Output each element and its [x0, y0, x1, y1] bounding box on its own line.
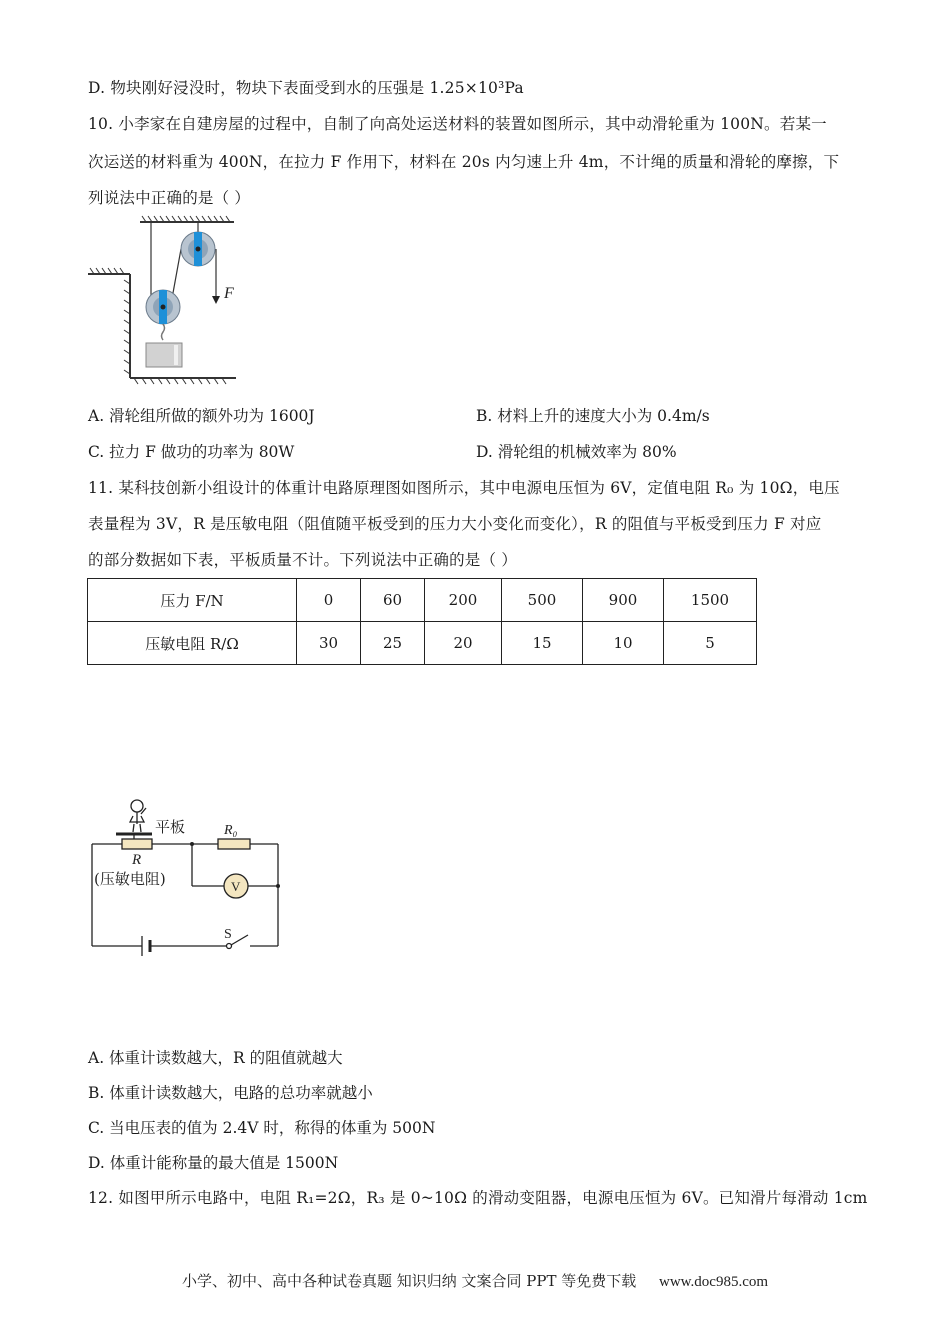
- r0-label: R₀: [224, 823, 238, 838]
- table-cell: 60: [361, 579, 425, 622]
- table-cell: 1500: [664, 579, 757, 622]
- table-cell: 5: [664, 622, 757, 665]
- q11-stem-line1: 11. 某科技创新小组设计的体重计电路原理图如图所示，其中电源电压恒为 6V，定值电阻 R₀ 为 10Ω，电压: [88, 479, 840, 497]
- q10-option-a: A. 滑轮组所做的额外功为 1600J: [88, 407, 315, 425]
- q11-option-b: B. 体重计读数越大，电路的总功率就越小: [88, 1084, 373, 1102]
- table-cell: 25: [361, 622, 425, 665]
- q12-stem-line1: 12. 如图甲所示电路中，电阻 R₁=2Ω，R₃ 是 0~10Ω 的滑动变阻器，电源电压恒为 6V。已知滑片每滑动 1cm: [88, 1189, 868, 1207]
- table-cell: 15: [502, 622, 583, 665]
- table-cell: 20: [425, 622, 502, 665]
- switch-label: S: [224, 927, 232, 942]
- q10-option-b: B. 材料上升的速度大小为 0.4m/s: [476, 407, 710, 425]
- plate-label: 平板: [155, 818, 186, 836]
- q11-option-a: A. 体重计读数越大，R 的阻值就越大: [88, 1049, 343, 1067]
- footer-link[interactable]: www.doc985.com: [659, 1274, 769, 1290]
- q10-option-c: C. 拉力 F 做功的功率为 80W: [88, 443, 295, 461]
- fixed-pulley: [181, 232, 215, 266]
- table-cell: 500: [502, 579, 583, 622]
- force-arrow: [212, 296, 220, 304]
- table-cell: 10: [583, 622, 664, 665]
- q10-stem-line2: 次运送的材料重为 400N，在拉力 F 作用下，材料在 20s 内匀速上升 4m，不计绳的质量和滑轮的摩擦，下: [88, 153, 840, 171]
- page-footer: [0, 1270, 950, 1291]
- q11-option-d: D. 体重计能称量的最大值是 1500N: [88, 1154, 339, 1172]
- switch: [227, 944, 232, 949]
- force-label: F: [224, 285, 234, 302]
- q11-stem-line2: 表量程为 3V，R 是压敏电阻（阻值随平板受到的压力大小变化而变化），R 的阻值与平板受到压力 F 对应: [88, 515, 822, 533]
- resistor-r: [122, 839, 152, 849]
- q11-stem-line3: 的部分数据如下表，平板质量不计。下列说法中正确的是（ ）: [88, 551, 518, 569]
- table-cell: 200: [425, 579, 502, 622]
- movable-pulley: [146, 290, 180, 340]
- circuit-diagram: [86, 792, 296, 972]
- q11-option-c: C. 当电压表的值为 2.4V 时，称得的体重为 500N: [88, 1119, 436, 1137]
- person-icon: [130, 800, 146, 832]
- table-row: [88, 579, 757, 622]
- table-header-force: 压力 F/N: [88, 579, 297, 622]
- r-label: R: [132, 852, 142, 868]
- pressure-resistance-table: [87, 578, 757, 665]
- q10-option-d: D. 滑轮组的机械效率为 80%: [476, 443, 677, 461]
- q10-stem-line3: 列说法中正确的是（ ）: [88, 189, 251, 207]
- ceiling-hatch: [140, 216, 234, 222]
- table-row: [88, 622, 757, 665]
- material-block: [146, 343, 182, 367]
- table-cell: 0: [297, 579, 361, 622]
- resistor-r0: [218, 839, 250, 849]
- footer-text: 小学、初中、高中各种试卷真题 知识归纳 文案合同 PPT 等免费下载: [181, 1272, 637, 1290]
- voltmeter-label: V: [231, 879, 241, 894]
- table-cell: 900: [583, 579, 664, 622]
- r-note-label: (压敏电阻): [94, 870, 166, 888]
- q9-option-d: D. 物块刚好浸没时，物块下表面受到水的压强是 1.25×10³Pa: [88, 79, 524, 97]
- pulley-figure: [86, 212, 256, 387]
- q10-stem-line1: 10. 小李家在自建房屋的过程中，自制了向高处运送材料的装置如图所示，其中动滑轮重为 100N。若某一: [88, 115, 827, 133]
- table-header-resistance: 压敏电阻 R/Ω: [88, 622, 297, 665]
- table-cell: 30: [297, 622, 361, 665]
